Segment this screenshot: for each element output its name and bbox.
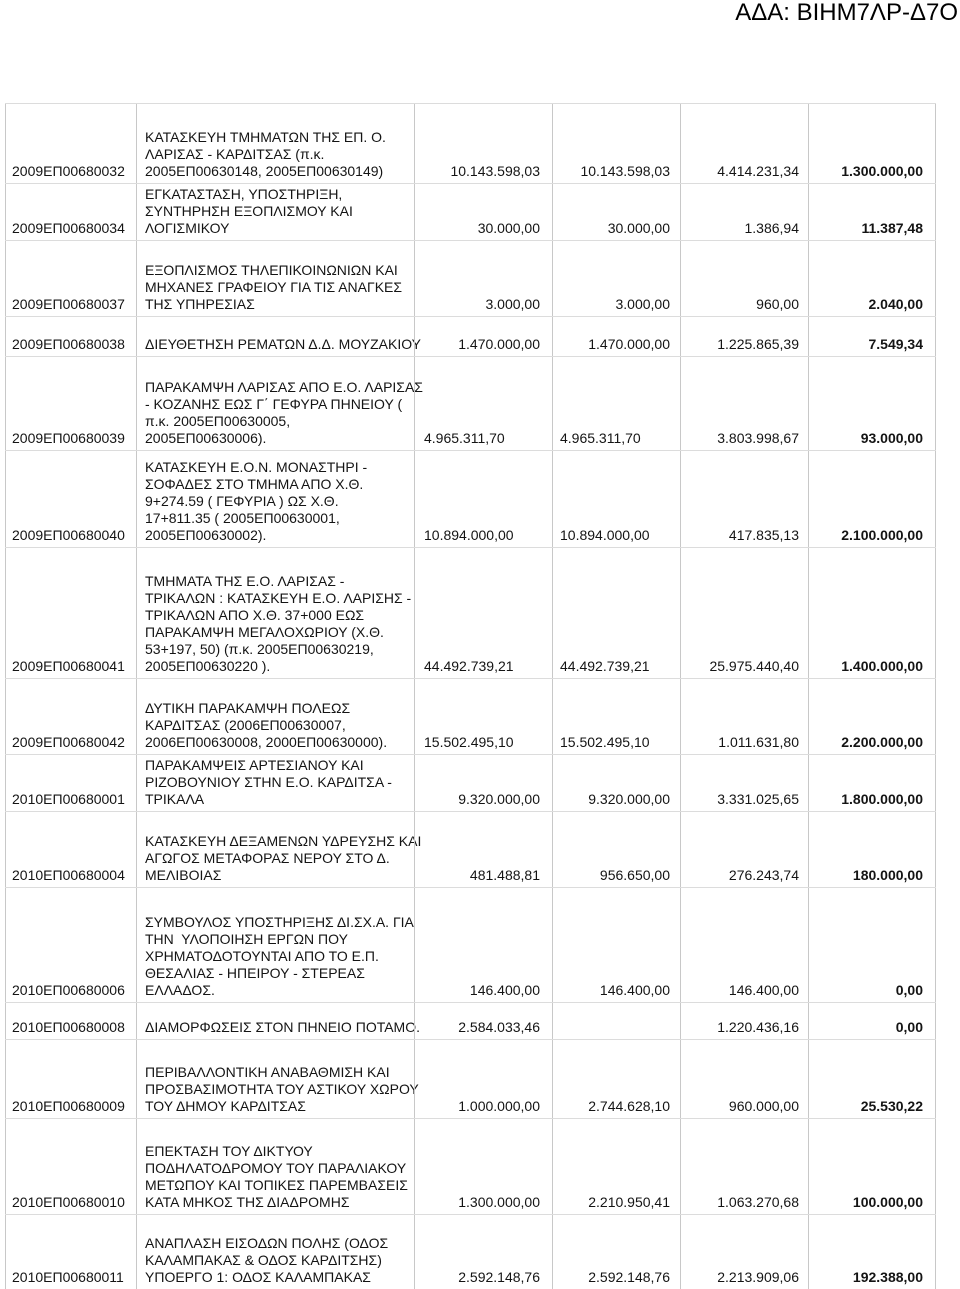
description-line: 2005ΕΠ00630148, 2005ΕΠ00630149) [145, 163, 384, 179]
description-line: ΛΟΓΙΣΜΙΚΟΥ [145, 220, 230, 236]
amount-col-3: 1.220.436,16 [680, 1003, 808, 1039]
project-description [136, 888, 414, 1002]
project-description [136, 317, 422, 356]
amount-col-4: 1.800.000,00 [808, 755, 936, 811]
amount-col-2: 956.650,00 [552, 812, 680, 887]
description-line: 2005ΕΠ00630220 ). [145, 658, 271, 674]
description-line: ΥΠΟΕΡΓΟ 1: ΟΔΟΣ ΚΑΛΑΜΠΑΚΑΣ [145, 1269, 371, 1285]
amount-col-1: 15.502.495,10 [414, 679, 552, 754]
amount-col-1: 10.143.598,03 [414, 104, 552, 183]
amount-col-3: 2.213.909,06 [680, 1215, 808, 1289]
description-line: ΔΙΑΜΟΡΦΩΣΕΙΣ ΣΤΟΝ ΠΗΝΕΙΟ ΠΟΤΑΜΟ. [145, 1019, 421, 1035]
project-code: 2010ΕΠ00680006 [5, 888, 136, 1002]
table-row [5, 1214, 936, 1289]
description-line: 2005ΕΠ00630002). [145, 527, 267, 543]
description-line: 2006ΕΠ00630008, 2000ΕΠ00630000). [145, 734, 388, 750]
amount-col-2: 10.894.000,00 [552, 451, 680, 547]
amount-col-2: 15.502.495,10 [552, 679, 680, 754]
description-line: 53+197, 50) (π.κ. 2005ΕΠ00630219, [145, 641, 374, 657]
amount-col-1: 2.584.033,46 [414, 1003, 552, 1039]
description-line: ΤΜΗΜΑΤΑ ΤΗΣ Ε.Ο. ΛΑΡΙΣΑΣ - [145, 573, 345, 589]
description-line: ΑΓΩΓΟΣ ΜΕΤΑΦΟΡΑΣ ΝΕΡΟΥ ΣΤΟ Δ. [145, 850, 390, 866]
project-description [136, 755, 414, 811]
description-line: ΔΥΤΙΚΗ ΠΑΡΑΚΑΜΨΗ ΠΟΛΕΩΣ [145, 700, 351, 716]
table-row [5, 1002, 936, 1039]
project-code: 2009ΕΠ00680039 [5, 357, 136, 450]
amount-col-4: 2.040,00 [808, 241, 936, 316]
amount-col-2: 10.143.598,03 [552, 104, 680, 183]
amount-col-2: 3.000,00 [552, 241, 680, 316]
ada-header: ΑΔΑ: ΒΙΗΜ7ΛΡ-Δ7Ο [735, 0, 958, 26]
amount-col-3: 4.414.231,34 [680, 104, 808, 183]
amount-col-2: 30.000,00 [552, 184, 680, 240]
amount-col-1: 146.400,00 [414, 888, 552, 1002]
description-line: ΠΕΡΙΒΑΛΛΟΝΤΙΚΗ ΑΝΑΒΑΘΜΙΣΗ ΚΑΙ [145, 1064, 390, 1080]
description-line: 9+274.59 ( ΓΕΦΥΡΙΑ ) ΩΣ Χ.Θ. [145, 493, 339, 509]
amount-col-4: 7.549,34 [808, 317, 936, 356]
project-code: 2009ΕΠ00680038 [5, 317, 136, 356]
description-line: ΤΡΙΚΑΛΩΝ ΑΠΟ Χ.Θ. 37+000 ΕΩΣ [145, 607, 365, 623]
amount-col-3: 1.063.270,68 [680, 1119, 808, 1214]
description-line: ΛΑΡΙΣΑΣ - ΚΑΡΔΙΤΣΑΣ (π.κ. [145, 146, 325, 162]
description-line: ΚΑΤΑ ΜΗΚΟΣ ΤΗΣ ΔΙΑΔΡΟΜΗΣ [145, 1194, 350, 1210]
amount-col-4: 1.300.000,00 [808, 104, 936, 183]
table-row [5, 811, 936, 887]
amount-col-4: 1.400.000,00 [808, 548, 936, 678]
description-line: ΤΡΙΚΑΛΩΝ : ΚΑΤΑΣΚΕΥΗ Ε.Ο. ΛΑΡΙΣΗΣ - [145, 590, 412, 606]
description-line: ΣΟΦΑΔΕΣ ΣΤΟ ΤΜΗΜΑ ΑΠΟ Χ.Θ. [145, 476, 364, 492]
amount-col-1: 481.488,81 [414, 812, 552, 887]
project-description [136, 679, 414, 754]
project-code: 2009ΕΠ00680042 [5, 679, 136, 754]
project-code: 2010ΕΠ00680001 [5, 755, 136, 811]
amount-col-2: 9.320.000,00 [552, 755, 680, 811]
project-code: 2010ΕΠ00680004 [5, 812, 136, 887]
description-line: ΣΥΜΒΟΥΛΟΣ ΥΠΟΣΤΗΡΙΞΗΣ ΔΙ.ΣΧ.Α. ΓΙΑ [145, 914, 414, 930]
amount-col-4: 0,00 [808, 1003, 936, 1039]
amount-col-4: 100.000,00 [808, 1119, 936, 1214]
amount-col-3: 417.835,13 [680, 451, 808, 547]
project-description [136, 357, 423, 450]
description-line: ΤΗΣ ΥΠΗΡΕΣΙΑΣ [145, 296, 255, 312]
amount-col-3: 1.225.865,39 [680, 317, 808, 356]
description-line: ΚΑΡΔΙΤΣΑΣ (2006ΕΠ00630007, [145, 717, 346, 733]
amount-col-3: 25.975.440,40 [680, 548, 808, 678]
table-row [5, 240, 936, 316]
description-line: ΠΟΔΗΛΑΤΟΔΡΟΜΟΥ ΤΟΥ ΠΑΡΑΛΙΑΚΟΥ [145, 1160, 407, 1176]
description-line: 17+811.35 ( 2005ΕΠ00630001, [145, 510, 340, 526]
amount-col-2: 1.470.000,00 [552, 317, 680, 356]
amount-col-1: 4.965.311,70 [414, 357, 552, 450]
amount-col-3: 3.803.998,67 [680, 357, 808, 450]
table-row [5, 450, 936, 547]
amount-col-3: 3.331.025,65 [680, 755, 808, 811]
project-code: 2009ΕΠ00680034 [5, 184, 136, 240]
amount-col-1: 10.894.000,00 [414, 451, 552, 547]
amount-col-4: 2.100.000,00 [808, 451, 936, 547]
description-line: ΕΞΟΠΛΙΣΜΟΣ ΤΗΛΕΠΙΚΟΙΝΩΝΙΩΝ ΚΑΙ [145, 262, 398, 278]
amount-col-1: 30.000,00 [414, 184, 552, 240]
table-row [5, 103, 936, 183]
amount-col-3: 276.243,74 [680, 812, 808, 887]
description-line: ΡΙΖΟΒΟΥΝΙΟΥ ΣΤΗΝ Ε.Ο. ΚΑΡΔΙΤΣΑ - [145, 774, 392, 790]
description-line: ΤΟΥ ΔΗΜΟΥ ΚΑΡΔΙΤΣΑΣ [145, 1098, 306, 1114]
description-line: ΕΓΚΑΤΑΣΤΑΣΗ, ΥΠΟΣΤΗΡΙΞΗ, [145, 186, 343, 202]
table-row [5, 887, 936, 1002]
project-code: 2009ΕΠ00680032 [5, 104, 136, 183]
amount-col-3: 960.000,00 [680, 1040, 808, 1118]
amount-col-4: 192.388,00 [808, 1215, 936, 1289]
description-line: ΚΑΛΑΜΠΑΚΑΣ & ΟΔΟΣ ΚΑΡΔΙΤΣΗΣ) [145, 1252, 382, 1268]
description-line: 2005ΕΠ00630006). [145, 430, 267, 446]
amount-col-2: 2.592.148,76 [552, 1215, 680, 1289]
amount-col-4: 2.200.000,00 [808, 679, 936, 754]
amount-col-4: 0,00 [808, 888, 936, 1002]
amount-col-4: 93.000,00 [808, 357, 936, 450]
description-line: ΠΑΡΑΚΑΜΨΗ ΜΕΓΑΛΟΧΩΡΙΟΥ (Χ.Θ. [145, 624, 384, 640]
amount-col-3: 1.386,94 [680, 184, 808, 240]
project-description [136, 1215, 414, 1289]
description-line: ΕΛΛΑΔΟΣ. [145, 982, 215, 998]
description-line: ΤΗΝ ΥΛΟΠΟΙΗΣΗ ΕΡΓΩΝ ΠΟΥ [145, 931, 348, 947]
project-code: 2009ΕΠ00680041 [5, 548, 136, 678]
amount-col-1: 1.300.000,00 [414, 1119, 552, 1214]
description-line: ΚΑΤΑΣΚΕΥΗ ΔΕΞΑΜΕΝΩΝ ΥΔΡΕΥΣΗΣ ΚΑΙ [145, 833, 422, 849]
project-description [136, 812, 422, 887]
description-line: ΜΕΤΩΠΟΥ ΚΑΙ ΤΟΠΙΚΕΣ ΠΑΡΕΜΒΑΣΕΙΣ [145, 1177, 408, 1193]
description-line: ΔΙΕΥΘΕΤΗΣΗ ΡΕΜΑΤΩΝ Δ.Δ. ΜΟΥΖΑΚΙΟΥ [145, 336, 422, 352]
amount-col-1: 3.000,00 [414, 241, 552, 316]
table-row [5, 316, 936, 356]
project-description [136, 451, 414, 547]
description-line: ΜΕΛΙΒΟΙΑΣ [145, 867, 222, 883]
projects-table [0, 103, 960, 1289]
project-code: 2009ΕΠ00680040 [5, 451, 136, 547]
amount-col-1: 9.320.000,00 [414, 755, 552, 811]
amount-col-4: 25.530,22 [808, 1040, 936, 1118]
description-line: ΚΑΤΑΣΚΕΥΗ Ε.Ο.Ν. ΜΟΝΑΣΤΗΡΙ - [145, 459, 368, 475]
amount-col-3: 960,00 [680, 241, 808, 316]
amount-col-3: 146.400,00 [680, 888, 808, 1002]
description-line: ΑΝΑΠΛΑΣΗ ΕΙΣΟΔΩΝ ΠΟΛΗΣ (ΟΔΟΣ [145, 1235, 389, 1251]
description-line: ΤΡΙΚΑΛΑ [145, 791, 205, 807]
project-code: 2010ΕΠ00680010 [5, 1119, 136, 1214]
description-line: ΜΗΧΑΝΕΣ ΓΡΑΦΕΙΟΥ ΓΙΑ ΤΙΣ ΑΝΑΓΚΕΣ [145, 279, 403, 295]
amount-col-4: 11.387,48 [808, 184, 936, 240]
table-row [5, 1039, 936, 1118]
project-description [136, 104, 414, 183]
description-line: ΧΡΗΜΑΤΟΔΟΤΟΥΝΤΑΙ ΑΠΟ ΤΟ Ε.Π. [145, 948, 379, 964]
project-description [136, 1119, 414, 1214]
amount-col-1: 1.470.000,00 [414, 317, 552, 356]
amount-col-1: 44.492.739,21 [414, 548, 552, 678]
table-row [5, 678, 936, 754]
description-line: ΕΠΕΚΤΑΣΗ ΤΟΥ ΔΙΚΤΥΟΥ [145, 1143, 313, 1159]
amount-col-1: 2.592.148,76 [414, 1215, 552, 1289]
amount-col-4: 180.000,00 [808, 812, 936, 887]
project-description [136, 548, 414, 678]
description-line: ΠΑΡΑΚΑΜΨΕΙΣ ΑΡΤΕΣΙΑΝΟΥ ΚΑΙ [145, 757, 364, 773]
project-code: 2010ΕΠ00680008 [5, 1003, 136, 1039]
project-code: 2009ΕΠ00680037 [5, 241, 136, 316]
amount-col-2: 146.400,00 [552, 888, 680, 1002]
description-line: ΚΑΤΑΣΚΕΥΗ ΤΜΗΜΑΤΩΝ ΤΗΣ ΕΠ. Ο. [145, 129, 386, 145]
amount-col-2: 44.492.739,21 [552, 548, 680, 678]
amount-col-2: 4.965.311,70 [552, 357, 680, 450]
amount-col-2: 2.210.950,41 [552, 1119, 680, 1214]
amount-col-2 [552, 1003, 680, 1039]
table-row [5, 754, 936, 811]
project-code: 2010ΕΠ00680011 [5, 1215, 136, 1289]
amount-col-3: 1.011.631,80 [680, 679, 808, 754]
amount-col-2: 2.744.628,10 [552, 1040, 680, 1118]
amount-col-1: 1.000.000,00 [414, 1040, 552, 1118]
description-line: ΠΑΡΑΚΑΜΨΗ ΛΑΡΙΣΑΣ ΑΠΟ Ε.Ο. ΛΑΡΙΣΑΣ [145, 379, 423, 395]
project-description [136, 184, 414, 240]
project-code: 2010ΕΠ00680009 [5, 1040, 136, 1118]
description-line: ΘΕΣΑΛΙΑΣ - ΗΠΕΙΡΟΥ - ΣΤΕΡΕΑΣ [145, 965, 365, 981]
description-line: π.κ. 2005ΕΠ00630005, [145, 413, 291, 429]
description-line: ΣΥΝΤΗΡΗΣΗ ΕΞΟΠΛΙΣΜΟΥ ΚΑΙ [145, 203, 353, 219]
description-line: - ΚΟΖΑΝΗΣ ΕΩΣ Γ΄ ΓΕΦΥΡΑ ΠΗΝΕΙΟΥ ( [145, 396, 403, 412]
description-line: ΠΡΟΣΒΑΣΙΜΟΤΗΤΑ ΤΟΥ ΑΣΤΙΚΟΥ ΧΩΡΟΥ [145, 1081, 419, 1097]
table-row [5, 1118, 936, 1214]
project-description [136, 1003, 421, 1039]
table-row [5, 547, 936, 678]
table-row [5, 356, 936, 450]
table-row [5, 183, 936, 240]
project-description [136, 241, 414, 316]
project-description [136, 1040, 419, 1118]
